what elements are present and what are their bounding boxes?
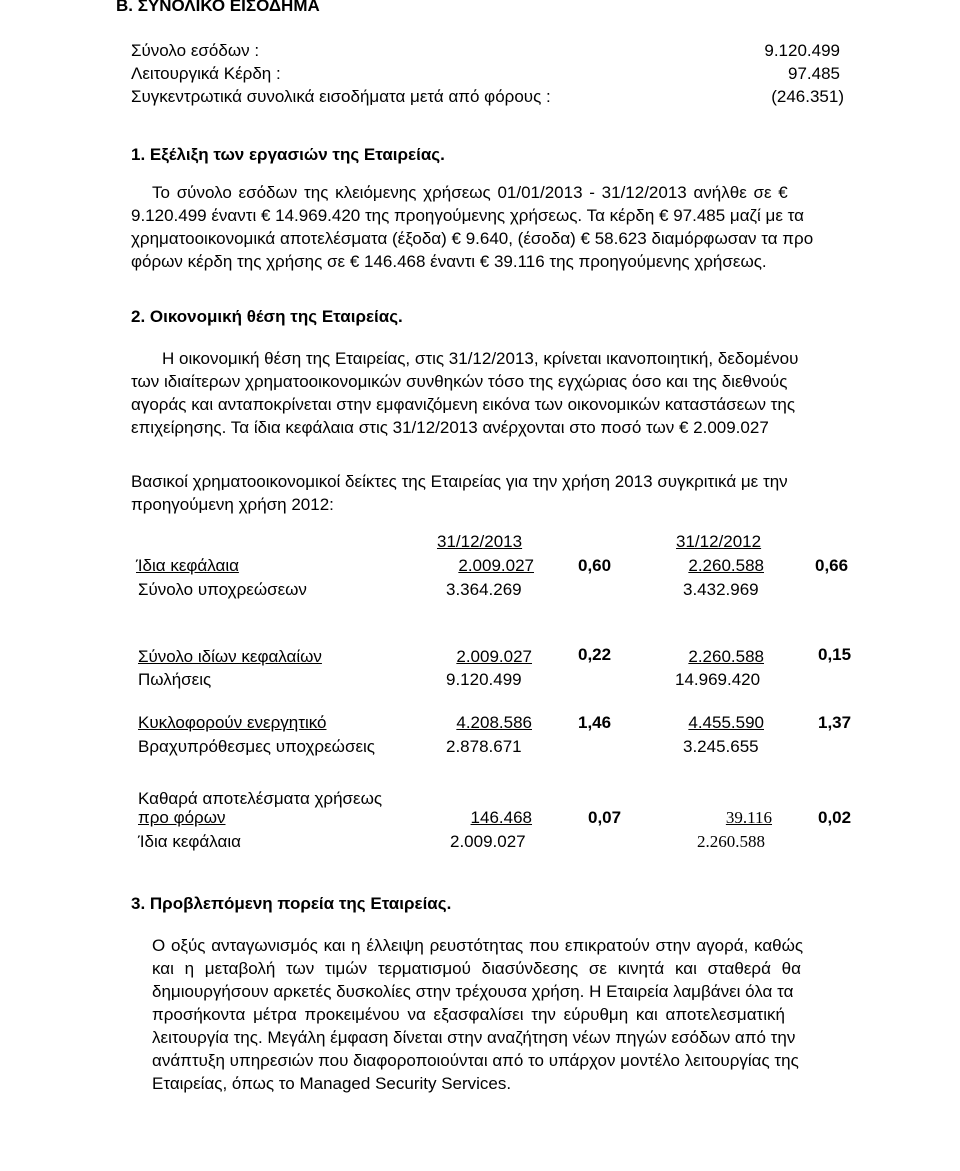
value-2013: 146.468 <box>470 808 532 827</box>
ratios-intro-line: Βασικοί χρηματοοικονομικοί δείκτες της Εταιρείας για την χρήση 2013 συγκριτικά με την <box>131 472 788 491</box>
value-2013: 3.364.269 <box>446 580 522 599</box>
section-2-heading: 2. Οικονομική θέση της Εταιρείας. <box>131 307 403 326</box>
value-2013: 4.208.586 <box>456 713 532 732</box>
row-label: Σύνολο υποχρεώσεων <box>138 580 307 599</box>
value-2013: 2.009.027 <box>450 832 526 851</box>
paragraph-line: επιχείρησης. Τα ίδια κεφάλαια στις 31/12/2013 ανέρχονται στο ποσό των € 2.009.027 <box>131 418 769 437</box>
paragraph-line: των ιδιαίτερων χρηματοοικονομικών συνθηκών τόσο της εγχώριας όσο και της διεθνούς <box>131 372 788 391</box>
paragraph-line: προσήκοντα μέτρα προκειμένου να εξασφαλίσει την εύρυθμη και αποτελεσματική <box>152 1005 785 1024</box>
row-label: Ίδια κεφάλαια <box>138 832 241 851</box>
column-header-2013: 31/12/2013 <box>437 532 523 551</box>
value-2012: 3.432.969 <box>683 580 759 599</box>
section-3-heading: 3. Προβλεπόμενη πορεία της Εταιρείας. <box>131 894 452 913</box>
paragraph-line: Το σύνολο εσόδων της κλειόμενης χρήσεως 01/01/2013 - 31/12/2013 ανήλθε σε € <box>152 183 788 202</box>
paragraph-line: αγοράς και ανταποκρίνεται στην εμφανιζόμενη εικόνα των οικονομικών καταστάσεων της <box>131 395 796 414</box>
operating-profit-label: Λειτουργικά Κέρδη : <box>131 64 281 83</box>
section-1-heading: 1. Εξέλιξη των εργασιών της Εταιρείας. <box>131 145 445 164</box>
value-2012: 4.455.590 <box>688 713 764 732</box>
ratio-2013: 0,07 <box>588 808 622 827</box>
paragraph-line: φόρων κέρδη της χρήσης σε € 146.468 έναντι € 39.116 της προηγούμενης χρήσεως. <box>131 252 767 271</box>
value-2013: 2.878.671 <box>446 737 522 756</box>
column-header-2012: 31/12/2012 <box>676 532 762 551</box>
value-2012: 2.260.588 <box>697 832 765 851</box>
total-revenue-value: 9.120.499 <box>764 41 840 60</box>
ratio-2012: 0,15 <box>818 645 852 664</box>
value-2012: 2.260.588 <box>688 556 764 575</box>
row-label: Ίδια κεφάλαια <box>136 556 239 575</box>
row-label: Βραχυπρόθεσμες υποχρεώσεις <box>138 737 375 756</box>
paragraph-line: λειτουργία της. Μεγάλη έμφαση δίνεται στην αναζήτηση νέων πηγών εσόδων από την <box>152 1028 796 1047</box>
ratio-2013: 0,60 <box>578 556 612 575</box>
paragraph-line: δημιουργήσουν αρκετές δυσκολίες στην τρέχουσα χρήση. Η Εταιρεία λαμβάνει όλα τα <box>152 982 794 1001</box>
paragraph-line: Ο οξύς ανταγωνισμός και η έλλειψη ρευστότητας που επικρατούν στην αγορά, καθώς <box>152 936 804 955</box>
ratios-intro-line: προηγούμενη χρήση 2012: <box>131 495 334 514</box>
paragraph-line: ανάπτυξη υπηρεσιών που διαφοροποιούνται από το υπάρχον μοντέλο λειτουργίας της <box>152 1051 799 1070</box>
ratio-2013: 0,22 <box>578 645 612 664</box>
total-income-value: (246.351) <box>771 87 844 106</box>
paragraph-line: Εταιρείας, όπως το Managed Security Services. <box>152 1074 512 1093</box>
ratio-2012: 0,02 <box>818 808 852 827</box>
total-revenue-label: Σύνολο εσόδων : <box>131 41 260 60</box>
row-label: προ φόρων <box>138 808 226 827</box>
value-2012: 2.260.588 <box>688 647 764 666</box>
section-b-heading: Β. ΣΥΝΟΛΙΚΟ ΕΙΣΟΔΗΜΑ <box>116 0 320 15</box>
value-2012: 14.969.420 <box>675 670 761 689</box>
ratio-2013: 1,46 <box>578 713 612 732</box>
row-label: Σύνολο ιδίων κεφαλαίων <box>138 647 322 666</box>
paragraph-line: Η οικονομική θέση της Εταιρείας, στις 31/12/2013, κρίνεται ικανοποιητική, δεδομένου <box>162 349 799 368</box>
paragraph-line: χρηματοοικονομικά αποτελέσματα (έξοδα) € 9.640, (έσοδα) € 58.623 διαμόρφωσαν τα προ <box>131 229 814 248</box>
operating-profit-value: 97.485 <box>788 64 840 83</box>
ratio-2012: 1,37 <box>818 713 852 732</box>
value-2012: 3.245.655 <box>683 737 759 756</box>
total-income-label: Συγκεντρωτικά συνολικά εισοδήματα μετά από φόρους : <box>131 87 551 106</box>
row-label: Πωλήσεις <box>138 670 212 689</box>
value-2012: 39.116 <box>725 808 772 827</box>
paragraph-line: και η μεταβολή των τιμών τερματισμού διασύνδεσης σε κινητά και σταθερά θα <box>152 959 801 978</box>
paragraph-line: 9.120.499 έναντι € 14.969.420 της προηγούμενης χρήσεως. Τα κέρδη € 97.485 μαζί με τα <box>131 206 804 225</box>
value-2013: 2.009.027 <box>456 647 532 666</box>
ratio-2012: 0,66 <box>815 556 849 575</box>
value-2013: 2.009.027 <box>458 556 534 575</box>
row-label: Καθαρά αποτελέσματα χρήσεως <box>138 789 383 808</box>
row-label: Κυκλοφορούν ενεργητικό <box>138 713 327 732</box>
value-2013: 9.120.499 <box>446 670 522 689</box>
